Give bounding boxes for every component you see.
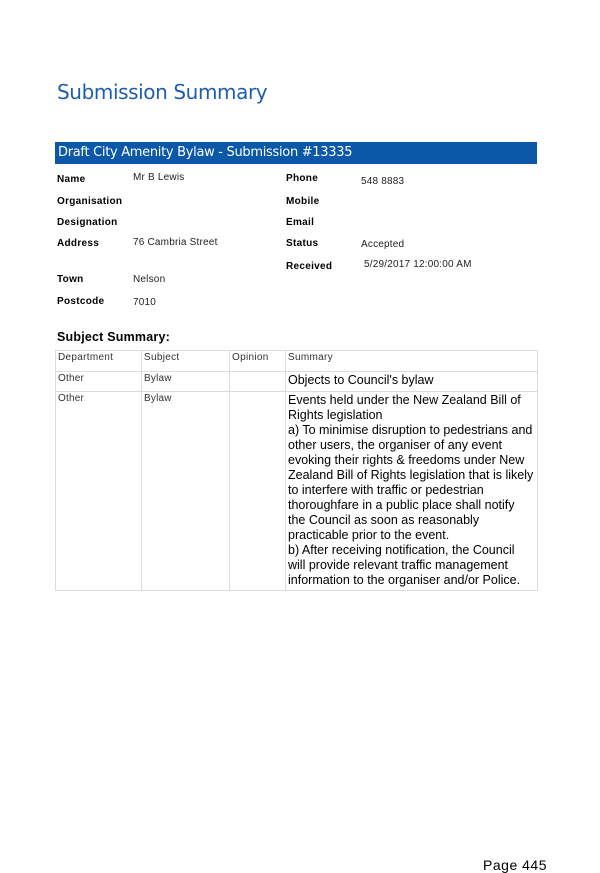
received-label: Received: [286, 261, 333, 272]
email-label: Email: [286, 217, 315, 228]
address-value: 76 Cambria Street: [133, 237, 218, 248]
page-title: Submission Summary: [57, 80, 268, 104]
table-header-row: [56, 351, 538, 372]
address-label: Address: [57, 238, 100, 249]
cell-department: Other: [56, 392, 142, 591]
cell-subject: Bylaw: [142, 392, 230, 591]
table-row: [56, 392, 538, 591]
cell-opinion: [230, 392, 286, 591]
column-header-department: Department: [56, 351, 142, 372]
phone-label: Phone: [286, 173, 319, 184]
cell-subject: Bylaw: [142, 372, 230, 392]
page-number: Page 445: [483, 857, 547, 873]
cell-opinion: [230, 372, 286, 392]
subject-summary-table: [55, 350, 538, 591]
organisation-label: Organisation: [57, 196, 123, 207]
column-header-opinion: Opinion: [230, 351, 286, 372]
town-label: Town: [57, 274, 84, 285]
cell-summary: Objects to Council's bylaw: [286, 372, 538, 392]
status-label: Status: [286, 238, 319, 249]
column-header-summary: Summary: [286, 351, 538, 372]
mobile-label: Mobile: [286, 196, 320, 207]
status-value: Accepted: [361, 239, 405, 250]
received-value: 5/29/2017 12:00:00 AM: [364, 259, 472, 270]
cell-summary: Events held under the New Zealand Bill of Rights legislation a) To minimise disruption to pedestrians and other users, the organiser of any event evoking their rights & freedoms under New Zealand Bill of Rights legislation that is likely to interfere with traffic or pedestrian thoroughfare in a public place shall notify the Council as soon as reasonably practicable prior to the event. b) After receiving notification, the Council will provide relevant traffic management information to the organiser and/or Police.: [286, 392, 538, 591]
cell-department: Other: [56, 372, 142, 392]
town-value: Nelson: [133, 274, 166, 285]
table-row: [56, 372, 538, 392]
submission-banner: Draft City Amenity Bylaw - Submission #13335: [55, 142, 537, 164]
designation-label: Designation: [57, 217, 118, 228]
phone-value: 548 8883: [361, 176, 405, 187]
name-label: Name: [57, 174, 86, 185]
column-header-subject: Subject: [142, 351, 230, 372]
postcode-label: Postcode: [57, 296, 105, 307]
name-value: Mr B Lewis: [133, 172, 185, 183]
postcode-value: 7010: [133, 297, 157, 308]
subject-summary-heading: Subject Summary:: [57, 330, 170, 344]
